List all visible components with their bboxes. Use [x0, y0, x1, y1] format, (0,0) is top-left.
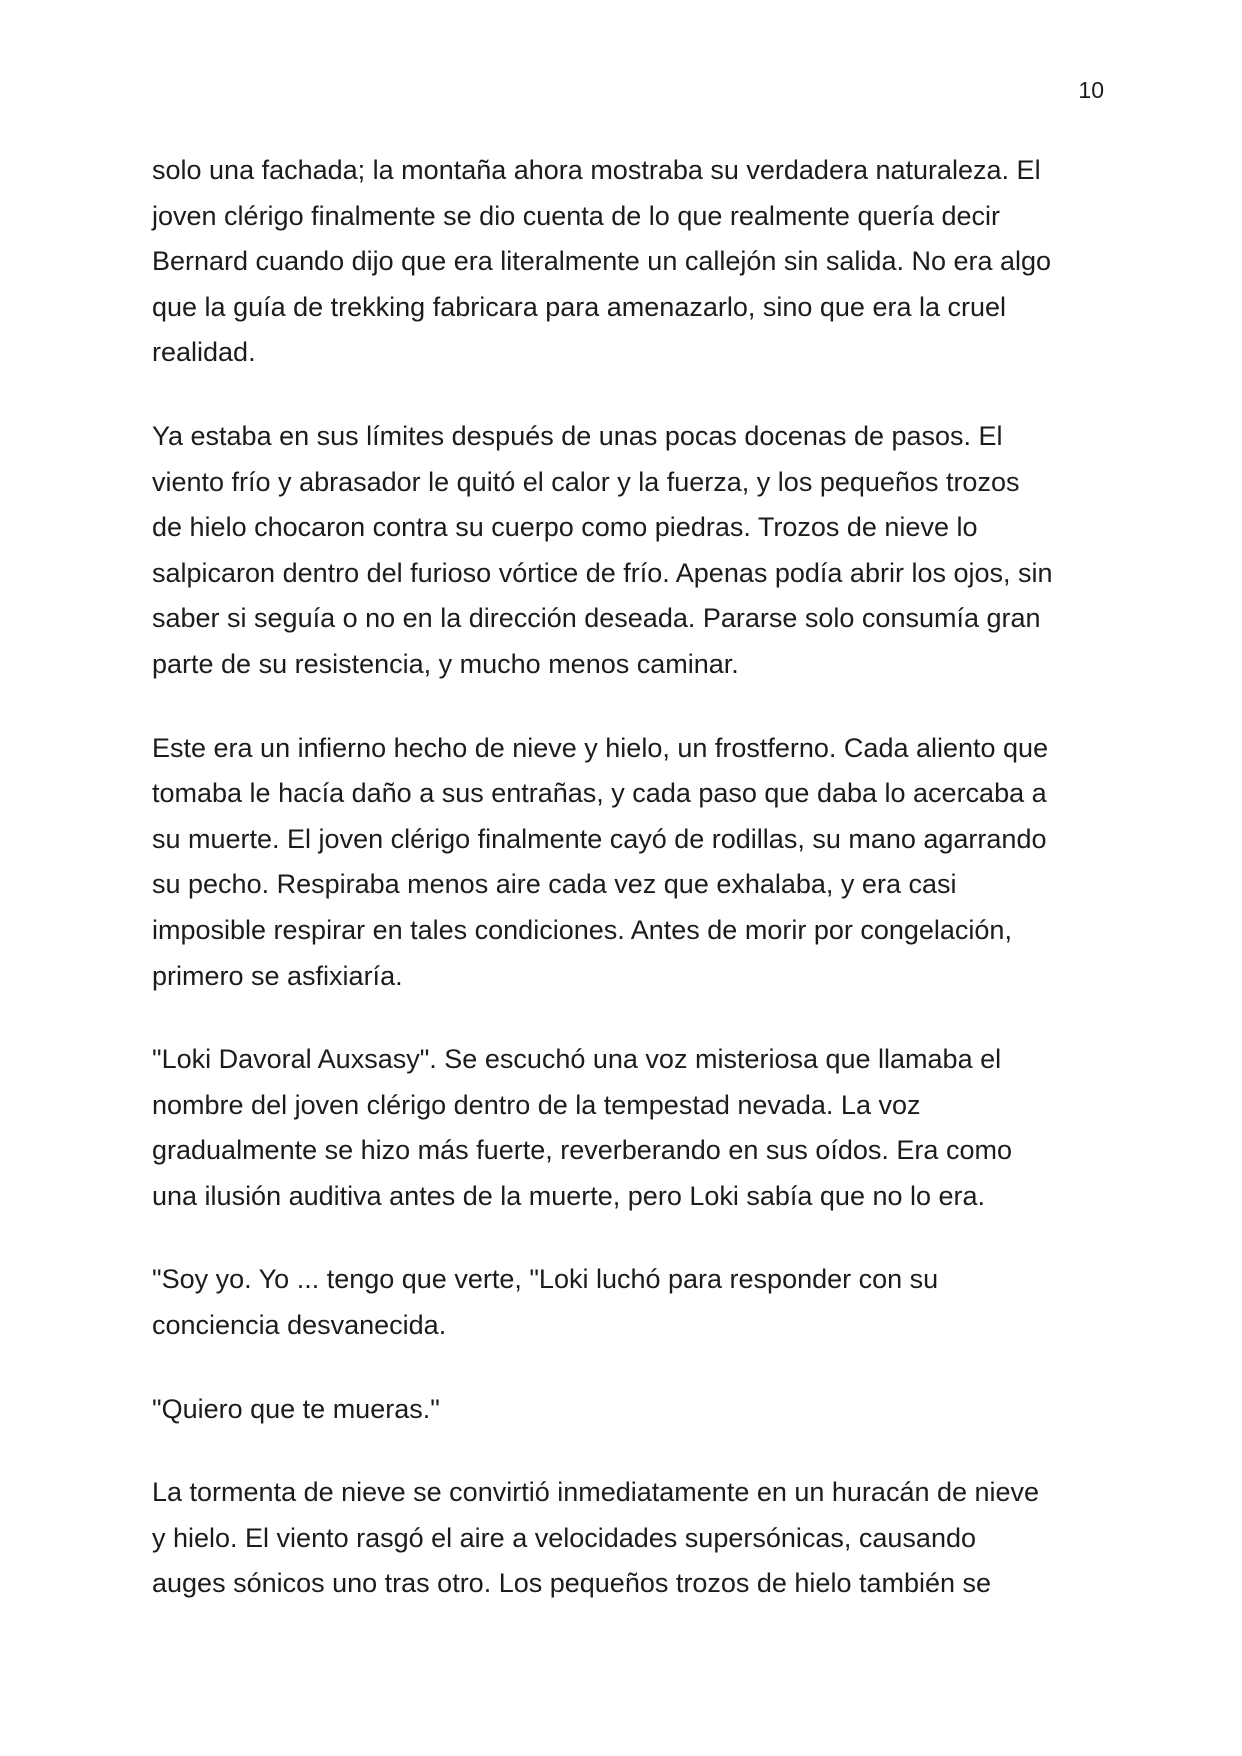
text-line: gradualmente se hizo más fuerte, reverberando en sus oídos. Era como: [152, 1135, 1012, 1166]
page-number: 10: [1078, 77, 1104, 103]
text-line: auges sónicos uno tras otro. Los pequeños trozos de hielo también se: [152, 1568, 992, 1599]
paragraph-5: [152, 1257, 1112, 1348]
text-line: una ilusión auditiva antes de la muerte, pero Loki sabía que no lo era.: [152, 1180, 986, 1211]
text-line: realidad.: [152, 337, 256, 368]
text-line: Este era un infierno hecho de nieve y hielo, un frostferno. Cada aliento que: [152, 732, 1049, 763]
text-line: tomaba le hacía daño a sus entrañas, y cada paso que daba lo acercaba a: [152, 778, 1047, 809]
text-line: "Soy yo. Yo ... tengo que verte, "Loki luchó para responder con su: [152, 1264, 939, 1295]
text-line: solo una fachada; la montaña ahora mostraba su verdadera naturaleza. El: [152, 155, 1041, 185]
text-line: joven clérigo finalmente se dio cuenta de lo que realmente quería decir: [152, 200, 1001, 231]
text-line: La tormenta de nieve se convirtió inmediatamente en un huracán de nieve: [152, 1477, 1040, 1508]
text-line: y hielo. El viento rasgó el aire a velocidades supersónicas, causando: [152, 1522, 976, 1553]
paragraph-1: [152, 148, 1112, 376]
paragraph-4: [152, 1037, 1112, 1219]
text-line: "Quiero que te mueras.": [152, 1393, 440, 1424]
text-line: que la guía de trekking fabricara para amenazarlo, sino que era la cruel: [152, 291, 1007, 322]
paragraph-6: [152, 1387, 1112, 1433]
text-line: nombre del joven clérigo dentro de la tempestad nevada. La voz: [152, 1089, 921, 1120]
text-line: primero se asfixiaría.: [152, 960, 403, 991]
text-line: Ya estaba en sus límites después de unas pocas docenas de pasos. El: [152, 420, 1003, 451]
text-line: "Loki Davoral Auxsasy". Se escuchó una voz misteriosa que llamaba el: [152, 1044, 1002, 1075]
text-line: su pecho. Respiraba menos aire cada vez que exhalaba, y era casi: [152, 869, 957, 900]
text-line: conciencia desvanecida.: [152, 1310, 447, 1341]
text-line: su muerte. El joven clérigo finalmente cayó de rodillas, su mano agarrando: [152, 823, 1047, 854]
text-line: salpicaron dentro del furioso vórtice de frío. Apenas podía abrir los ojos, sin: [152, 557, 1053, 588]
text-line: parte de su resistencia, y mucho menos caminar.: [152, 648, 739, 679]
text-line: saber si seguía o no en la dirección deseada. Pararse solo consumía gran: [152, 603, 1041, 634]
text-line: imposible respirar en tales condiciones. Antes de morir por congelación,: [152, 914, 1012, 945]
body-text: [152, 148, 1112, 1645]
text-line: Bernard cuando dijo que era literalmente un callejón sin salida. No era algo: [152, 246, 1052, 277]
paragraph-2: [152, 414, 1112, 688]
text-line: viento frío y abrasador le quitó el calor y la fuerza, y los pequeños trozos: [152, 466, 1020, 497]
paragraph-7: [152, 1470, 1112, 1607]
text-line: de hielo chocaron contra su cuerpo como piedras. Trozos de nieve lo: [152, 512, 978, 543]
paragraph-3: [152, 726, 1112, 1000]
